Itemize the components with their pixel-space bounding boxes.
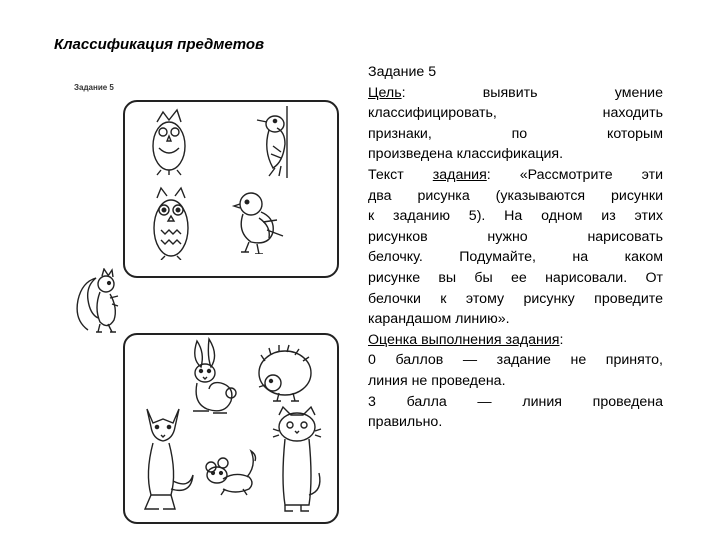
task-text: : «Рассмотрите эти [486,166,663,183]
evaluation-line: правильно. [368,414,443,431]
animals-panel [123,333,339,524]
evaluation-line: линия не проведена. [368,372,506,389]
mouse-icon [199,447,263,497]
squirrel-icon [74,268,122,334]
evaluation-line: 0 баллов — задание не принято, [368,352,663,369]
owl-icon [145,186,197,260]
task-text-line: рисунков нужно нарисовать [368,228,663,245]
task-text-line: белочки к этому рисунку проведите [368,290,663,307]
figure-task-label: Задание 5 [74,83,114,92]
rabbit-icon [183,337,239,415]
goal-line: произведена классификация. [368,146,564,163]
goal-line: признаки, по которым [368,125,663,142]
goal-text: : выявить умение [401,84,663,101]
evaluation-colon: : [559,331,564,348]
fox-icon [135,405,197,515]
cat-icon [271,405,325,515]
sparrow-icon [229,188,293,254]
birds-panel [123,100,339,278]
task-text-line: карандашом линию». [368,311,510,328]
task-description [368,62,663,433]
slide-title: Классификация предметов [54,36,265,53]
evaluation-heading [368,330,663,351]
task-text-label-word2: задания [432,166,487,183]
woodpecker-icon [255,106,305,178]
task-text-line: к заданию 5). На одном из этих [368,208,663,225]
hedgehog-icon [253,343,315,405]
goal-label: Цель [368,84,402,101]
task-text-label-word1: Текст [368,166,404,183]
goal-line: классифицировать, находить [368,105,663,122]
task-text-line: рисунке вы бы ее нарисовали. От [368,269,663,286]
owl-icon [143,108,195,176]
task-text-line: два рисунка (указываются рисунки [368,187,663,204]
task-text-line: белочку. Подумайте, на каком [368,249,663,266]
evaluation-label: Оценка выполнения задания [368,331,560,348]
evaluation-line: 3 балла — линия проведена [368,393,663,410]
task-heading: Задание 5 [368,64,437,80]
goal-line [368,83,663,104]
task-text-line [368,165,663,186]
